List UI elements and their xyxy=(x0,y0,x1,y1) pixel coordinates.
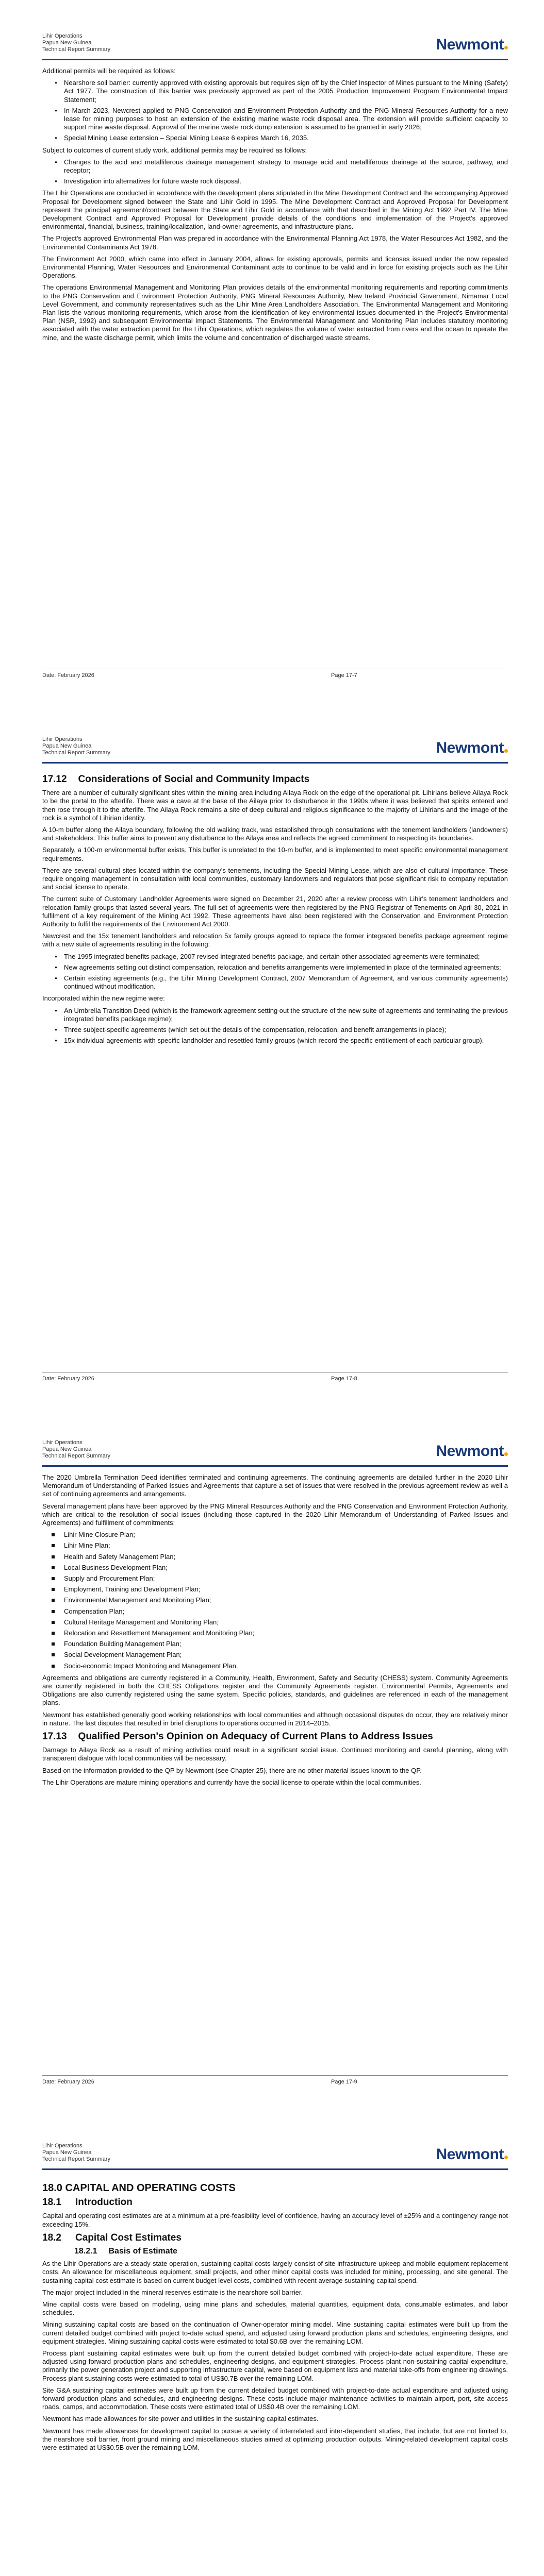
section-heading xyxy=(42,2234,508,2242)
header-text xyxy=(42,2143,110,2163)
paragraph: There are a number of culturally significant sites within the mining area including Ailaya Rock on the edge of the operational pit. Lihirians believe Ailaya Rock to be the portal to the afterlife. There was a cave at the base of the Ailaya prior to disturbance in the 1990s where it was believed that spirits entered and then rose through it to the afterlife. The Ailaya Rock remains a site of deep cultural and religious significance to the majority of Lihirians and the image of the rock is a symbol of Lihirian identity. xyxy=(42,789,508,822)
list-item: • Certain existing agreements (e.g., the Lihir Mining Development Contract, 2007 Memorandum of Agreement, and various community agreements) continued without modification. xyxy=(61,974,508,991)
page-body xyxy=(42,1473,508,1790)
bullet-list xyxy=(42,79,508,142)
logo-text: Newmont xyxy=(436,2146,504,2163)
list-item: Socio-economic Impact Monitoring and Management Plan. xyxy=(61,1662,508,1670)
header-rule xyxy=(42,59,508,60)
header-text xyxy=(42,1439,110,1460)
section-title: Considerations of Social and Community Impacts xyxy=(78,774,310,785)
header-rule xyxy=(42,2168,508,2170)
header-text xyxy=(42,33,110,53)
list-item: Social Development Management Plan; xyxy=(61,1651,508,1659)
paragraph: Newcrest and the 15x tenement landholders and relocation 5x family groups agreed to replace the former integrated benefits package agreement regime with a new suite of agreements resulting in the following: xyxy=(42,932,508,948)
list-item: Foundation Building Management Plan; xyxy=(61,1640,508,1648)
paragraph: Based on the information provided to the QP by Newmont (see Chapter 25), there are no other material issues known to the QP. xyxy=(42,1766,422,1774)
list-item: • Three subject-specific agreements (which set out the details of the compensation, relocation, and benefit arrangements in place); xyxy=(61,1026,508,1034)
footer-date: Date: February 2026 xyxy=(42,1376,94,1382)
logo-dot-icon xyxy=(504,1452,508,1456)
logo-dot-icon xyxy=(504,2156,508,2159)
header-line-2: Papua New Guinea xyxy=(42,1446,92,1452)
paragraph: Separately, a 100-m environmental buffer exists. This buffer is unrelated to the 10-m buffer, and is implemented to meet specific environmental management requirements. xyxy=(42,846,508,862)
page-header xyxy=(42,1433,508,1464)
header-line-1: Lihir Operations xyxy=(42,1439,83,1446)
header-line-3: Technical Report Summary xyxy=(42,2156,111,2162)
paragraph: The current suite of Customary Landholder Agreements were signed on December 21, 2020 after a review process with Lihir's tenement landholders and relocation family groups that lasted several years. The full set of agreements were then registered by the PNG Registrar of Tenements on April 30, 2021 in fulfilment of a key requirement of the Mining Act 1992. These agreements have also been registered with the Conservation and Environment Protection Authority to fulfil the requirements of the Environment Act 2000. xyxy=(42,895,508,928)
section-heading xyxy=(42,775,508,784)
paragraph: Damage to Ailaya Rock as a result of mining activities could result in a significant social issue. Continued monitoring and careful planning, along with transparent dialogue with local communities will be necessary. xyxy=(42,1746,508,1762)
list-item: Local Business Development Plan; xyxy=(61,1564,508,1572)
paragraph: The 2020 Umbrella Termination Deed identifies terminated and continuing agreements. The continuing agreements are detailed further in the 2020 Lihir Memorandum of Understanding of Parked Issues and Agreements that capture a set of issues that were resolved in the previous agreement review as well a set of continuing agreements and arrangements. xyxy=(42,1473,508,1498)
paragraph: The Environment Act 2000, which came into effect in January 2004, allows for existing approvals, permits and licenses issued under the now repealed Environmental Planning, Water Resources and Environmental Contaminant acts to continue to be valid and in force for existing projects such as the Lihir Operations. xyxy=(42,255,508,280)
header-rule xyxy=(42,762,508,764)
paragraph: Several management plans have been approved by the PNG Mineral Resources Authority and the PNG Conservation and Environment Protection Authority, which are critical to the resolution of social issues (including those captured in the 2020 Lihir Memorandum of Understanding of Parked Issues and Agreements) and fulfillment of commitments: xyxy=(42,1502,508,1527)
logo-text: Newmont xyxy=(436,739,504,756)
bullet-list xyxy=(42,158,508,186)
footer-page-number: Page 17-8 xyxy=(331,1376,357,1382)
paragraph: Subject to outcomes of current study work, additional permits may be required as follows: xyxy=(42,146,307,154)
page-header xyxy=(42,730,508,761)
footer-date: Date: February 2026 xyxy=(42,672,94,679)
plans-list xyxy=(42,1531,508,1670)
section-number: 18.2 xyxy=(42,2232,61,2243)
section-heading xyxy=(42,1733,508,1741)
header-line-1: Lihir Operations xyxy=(42,2143,83,2149)
list-item: • Nearshore soil barrier: currently approved with existing approvals but requires sign off by the Chief Inspector of Mines pursuant to the Mining (Safety) Act 1977. The construction of this barrier was previously approved as part of the 2005 Production Improvement Program Environmental Impact Statement; xyxy=(61,79,508,104)
list-item: Cultural Heritage Management and Monitoring Plan; xyxy=(61,1618,508,1626)
header-line-3: Technical Report Summary xyxy=(42,46,111,53)
page-footer xyxy=(42,669,508,680)
paragraph: The operations Environmental Management and Monitoring Plan provides details of the environmental monitoring requirements and reporting commitments to the PNG Conservation and Environment Protection Authority, PNG Mineral Resources Authority, New Ireland Provincial Government, Nimamar Local Level Government, and community representatives such as the Lihir Mine Area Landholders Association. The Environmental Management and Monitoring Plan lists the various monitoring requirements, which arose from the identification of key environmental issues documented in the Project's Environmental Plan (NSR, 1992) and subsequent Environmental Impact Statements. The Environmental Management and Monitoring Plan includes statutory monitoring associated with the water extraction permit for the Lihir Operations, which regulates the volume of water extracted from rivers and the ocean to operate the mine, and the waste discharge permit, which limits the volume and concentration of discharged waste streams. xyxy=(42,283,508,342)
list-item: • 15x individual agreements with specific landholder and resettled family groups (which record the specific entitlement of each particular group). xyxy=(61,1037,508,1045)
subsection-title: Basis of Estimate xyxy=(108,2247,177,2256)
list-item: Employment, Training and Development Plan; xyxy=(61,1585,508,1594)
list-item: Health and Safety Management Plan; xyxy=(61,1553,508,1561)
header-line-2: Papua New Guinea xyxy=(42,40,92,46)
logo-dot-icon xyxy=(504,749,508,753)
paragraph: Capital and operating cost estimates are at a minimum at a pre-feasibility level of confidence, having an accuracy level of ±25% and a contingency range not exceeding 15%. xyxy=(42,2212,508,2228)
paragraph: The Project's approved Environmental Plan was prepared in accordance with the Environmental Planning Act 1978, the Water Resources Act 1982, and the Environmental Contaminants Act 1978. xyxy=(42,234,508,251)
chapter-title: 18.0 CAPITAL AND OPERATING COSTS xyxy=(42,2182,236,2194)
bullet-list xyxy=(42,1007,508,1045)
paragraph: The Lihir Operations are mature mining operations and currently have the social license to operate within the local communities. xyxy=(42,1778,421,1786)
page-17-8 xyxy=(0,703,544,1406)
footer-page-number: Page 17-7 xyxy=(331,672,357,679)
newmont-logo xyxy=(436,36,508,54)
page-header xyxy=(42,27,508,58)
section-title: Qualified Person's Opinion on Adequacy of Current Plans to Address Issues xyxy=(78,1731,433,1742)
bullet-list xyxy=(42,953,508,991)
section-number: 17.13 xyxy=(42,1731,67,1742)
newmont-logo xyxy=(436,1443,508,1460)
paragraph: Process plant sustaining capital estimates were built up from the current detailed budget combined with project-to-date actual expenditure. These are adjusted using forward production plans and schedules, engineering designs, and equipment strategies. Process plant non-sustaining capital expenditure, primarily the power generation project and supporting infrastructure capital, were based on equipment lists and material take-offs from engineering drawings. Process plant sustaining costs were estimated to total of US$0.7B over the remaining LOM. xyxy=(42,2349,508,2382)
newmont-logo xyxy=(436,2146,508,2163)
list-item: Environmental Management and Monitoring Plan; xyxy=(61,1596,508,1604)
header-text xyxy=(42,736,110,756)
paragraph: Mine capital costs were based on modeling, using mine plans and schedules, material quantities, equipment data, consumable estimates, and labor schedules. xyxy=(42,2300,508,2317)
list-item: Relocation and Resettlement Management and Monitoring Plan; xyxy=(61,1629,508,1637)
paragraph: Newmont has established generally good working relationships with local communities and although occasional disputes do occur, they are relatively minor in nature. The last disputes that resulted in brief disruptions to operations occurred in 2014–2015. xyxy=(42,1710,508,1727)
footer-date: Date: February 2026 xyxy=(42,2079,94,2085)
list-item: Lihir Mine Plan; xyxy=(61,1541,508,1550)
header-rule xyxy=(42,1465,508,1467)
footer-page-number: Page 17-9 xyxy=(331,2079,357,2085)
list-item: Lihir Mine Closure Plan; xyxy=(61,1531,508,1539)
list-item: • An Umbrella Transition Deed (which is the framework agreement setting out the structure of the new suite of agreements and terminating the previous integrated benefits package regime); xyxy=(61,1007,508,1023)
paragraph: The Lihir Operations are conducted in accordance with the development plans stipulated in the Mine Development Contract and the accompanying Approved Proposal for Development signed between the State and Lihir Gold in 1995. The Mine Development Contract and Approved Proposal for Development represent the principal agreement/contract between the State and Lihir Gold in accordance with that described in the Mining Act 1992 Part IV. The Mine Development Contract and Approved Proposal for Development provide details of the conditions and implementation of the Project's approved environmental, financial, business, training/localization, land-owner agreements, and infrastructure plans. xyxy=(42,189,508,231)
header-line-2: Papua New Guinea xyxy=(42,2149,92,2156)
paragraph: Agreements and obligations are currently registered in a Community, Health, Environment, Safety and Security (CHESS) system. Community Agreements are currently registered in both the CHESS Obligations register and the Community Agreements register. Environmental Permits, Agreements and Obligations are also currently registered using the same system. Specific policies, standards, and guidelines are referenced in each of the management plans. xyxy=(42,1673,508,1707)
header-line-3: Technical Report Summary xyxy=(42,750,111,756)
paragraph: Site G&A sustaining capital estimates were built up from the current detailed budget combined with project-to-date actual expenditure and adjusted using forward production plans and schedules, and engineering designs. These costs include major maintenance activities to maintain airport, port, site access roads, camps, and accommodation. These costs were estimated total of US$0.4B over the remaining LOM. xyxy=(42,2386,508,2411)
section-number: 18.1 xyxy=(42,2197,61,2208)
list-item: Compensation Plan; xyxy=(61,1607,508,1616)
section-heading xyxy=(42,2198,508,2207)
logo-dot-icon xyxy=(504,46,508,49)
list-item: • Changes to the acid and metalliferous drainage management strategy to manage acid and metalliferous drainage at the source, pathway, and receptor; xyxy=(61,158,508,175)
page-header xyxy=(42,2137,508,2167)
header-line-2: Papua New Guinea xyxy=(42,743,92,749)
page-17-9 xyxy=(0,1406,544,2110)
subsection-number: 18.2.1 xyxy=(74,2247,97,2256)
header-line-1: Lihir Operations xyxy=(42,736,83,742)
page-footer xyxy=(42,1372,508,1383)
logo-text: Newmont xyxy=(436,36,504,53)
paragraph: Additional permits will be required as follows: xyxy=(42,67,176,75)
page-18-1 xyxy=(0,2110,544,2576)
logo-text: Newmont xyxy=(436,1443,504,1460)
paragraph: A 10-m buffer along the Ailaya boundary, following the old walking track, was established through consultations with the tenement landholders (landowners) and stakeholders. This buffer aims to prevent any disturbance to the Ailaya area and reflects the agreed commitment to respecting its boundaries. xyxy=(42,826,508,842)
paragraph: As the Lihir Operations are a steady-state operation, sustaining capital costs largely consist of site infrastructure upkeep and mobile equipment replacement costs. An allowance for miscellaneous equipment, small projects, and other minor capital costs was included for mining, processing, and site general. The sustaining capital cost estimate is based on current budget level costs, combined with recent average sustaining capital spend. xyxy=(42,2260,508,2284)
page-footer xyxy=(42,2075,508,2086)
page-body xyxy=(42,770,508,1048)
list-item: • Special Mining Lease extension – Special Mining Lease 6 expires March 16, 2035. xyxy=(61,134,508,142)
subsection-heading xyxy=(74,2247,508,2256)
header-line-3: Technical Report Summary xyxy=(42,1453,111,1459)
list-item: • The 1995 integrated benefits package, 2007 revised integrated benefits package, and certain other associated agreements were terminated; xyxy=(61,953,508,961)
list-item: Supply and Procurement Plan; xyxy=(61,1574,508,1583)
paragraph: The major project included in the mineral reserves estimate is the nearshore soil barrier. xyxy=(42,2288,303,2296)
section-title: Introduction xyxy=(75,2197,133,2208)
list-item: • In March 2023, Newcrest applied to PNG Conservation and Environment Protection Authority and the PNG Mineral Resources Authority for a new lease for mining purposes to host an extension of the existing marine waste rock disposal area. The extension will provide sufficient capacity to support mine waste disposal. Approval of the marine waste rock dump extension is assumed to be granted in early 2026; xyxy=(61,107,508,132)
header-line-1: Lihir Operations xyxy=(42,33,83,39)
list-item: • Investigation into alternatives for future waste rock disposal. xyxy=(61,177,508,185)
newmont-logo xyxy=(436,739,508,757)
section-title: Capital Cost Estimates xyxy=(75,2232,182,2243)
page-body xyxy=(42,2177,508,2455)
list-item: • New agreements setting out distinct compensation, relocation and benefits arrangements were implemented in place of the terminated agreements; xyxy=(61,963,508,972)
page-17-7 xyxy=(0,0,544,703)
paragraph: Newmont has made allowances for site power and utilities in the sustaining capital estimates. xyxy=(42,2415,319,2423)
page-body xyxy=(42,67,508,346)
paragraph: Newmont has made allowances for development capital to pursue a variety of interrelated and inter-dependent studies, that include, but are not limited to, the nearshore soil barrier, front ground mining and miscellaneous studies aimed at optimizing production outputs. Mining-related development capital costs were estimated at US$0.5B over the remaining LOM. xyxy=(42,2427,508,2452)
paragraph: Mining sustaining capital costs are based on the continuation of Owner-operator mining model. Mine sustaining capital estimates were built up from the current detailed budget combined with project to-date actual spend, and adjusted using forward production plans and schedules, engineering designs, and equipment strategies. Mining sustaining capital costs were estimated to total $0.6B over the remaining LOM. xyxy=(42,2320,508,2345)
section-number: 17.12 xyxy=(42,774,67,785)
paragraph: There are several cultural sites located within the company's tenements, including the Special Mining Lease, which are also of cultural importance. These require ongoing management in consultation with local communities, customary landowners and regulators that pose significant risk to company reputation and social license to operate. xyxy=(42,866,508,891)
paragraph: Incorporated within the new regime were: xyxy=(42,994,165,1003)
